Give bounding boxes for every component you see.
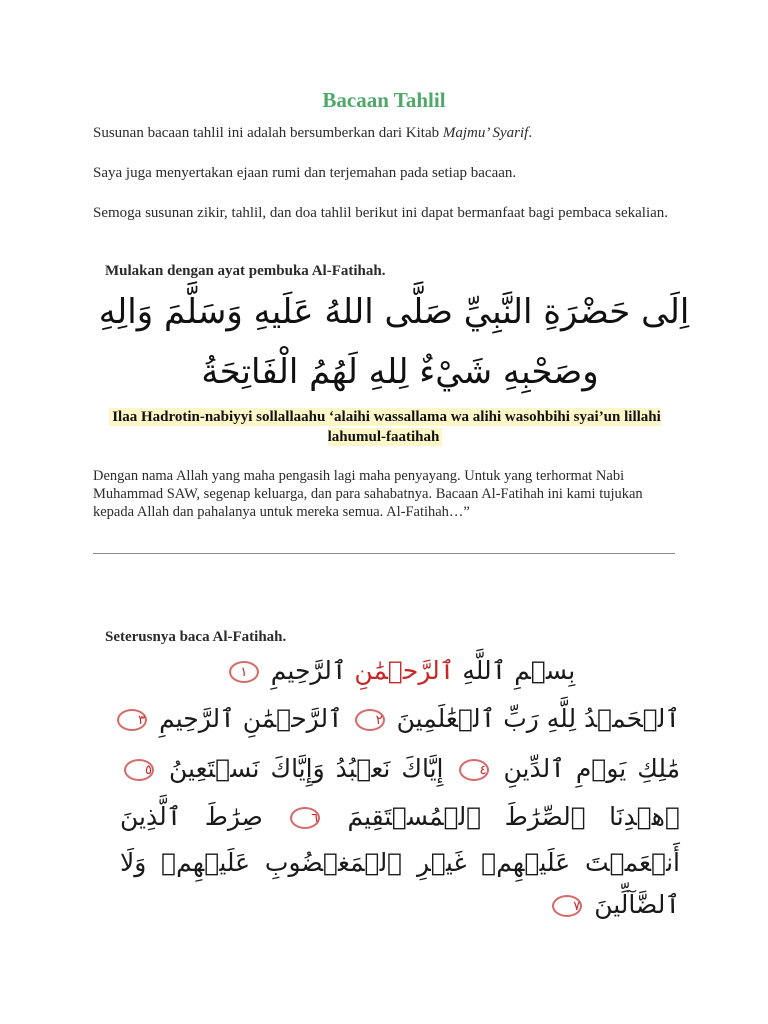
fatihah-row-6 [120,890,680,919]
transliteration-highlight [93,407,677,447]
ayah-marker-6: ٦ [290,807,320,829]
fatihah-dallin: ٱلضَّآلِّينَ [594,890,680,919]
ayah-marker-3: ٣ [117,709,147,731]
fatihah-alhamdulillah: ٱلۡحَمۡدُ لِلَّهِ رَبِّ ٱلۡعَٰلَمِينَ [396,704,680,733]
intro-source-text: Susunan bacaan tahlil ini adalah bersumberkan dari Kitab [93,125,443,141]
fatihah-row-4 [120,802,680,831]
intro-paragraph-spelling: Saya juga menyertakan ejaan rumi dan terjemahan pada setiap bacaan. [93,165,517,181]
section2-heading: Seterusnya baca Al-Fatihah. [105,629,287,645]
fatihah-ihdina: ٱهۡدِنَا ٱلصِّرَٰطَ ٱلۡمُسۡتَقِيمَ [347,802,680,831]
fatihah-iyyaka: إِيَّاكَ نَعۡبُدُ وَإِيَّاكَ نَسۡتَعِينُ [169,754,444,783]
fatihah-row-5 [120,848,680,877]
ayah-marker-1: ١ [229,661,259,683]
intro-source-title: Majmu’ Syarif [442,125,529,141]
arabic-opening-line2: وصَحْبِهِ شَيْءٌ لِلهِ لَهُمُ الْفَاتِحَةُ [201,352,599,392]
fatihah-ar-rahman-red: ٱلرَّحۡمَٰنِ [354,656,455,685]
fatihah-ar-rahman-ar-rahim: ٱلرَّحۡمَٰنِ ٱلرَّحِيمِ [159,704,343,733]
fatihah-row-1 [120,656,680,685]
intro-paragraph-source [93,124,683,142]
section1-heading: Mulakan dengan ayat pembuka Al-Fatihah. [105,263,386,279]
fatihah-bismillah-start: بِسۡمِ ٱللَّهِ [462,656,576,685]
ayah-marker-4: ٤ [459,759,489,781]
fatihah-row-2 [120,704,680,733]
fatihah-row-3 [120,754,680,783]
fatihah-ar-rahim: ٱلرَّحِيمِ [270,656,347,685]
ayah-marker-7: ٧ [552,895,582,917]
page-title: Bacaan Tahlil [322,88,446,112]
fatihah-sirat: صِرَٰطَ ٱلَّذِينَ [120,802,263,831]
arabic-opening-line1: اِلَى حَضْرَةِ النَّبِيِّ صَلَّى اللهُ عَلَيهِ وَسَلَّمَ وَالِهِ [98,292,690,332]
intro-source-end: . [528,125,533,141]
intro-paragraph-wish: Semoga susunan zikir, tahlil, dan doa tahlil berikut ini dapat bermanfaat bagi pembaca sekalian. [93,205,669,221]
ayah-marker-2: ٢ [355,709,385,731]
transliteration-text: Ilaa Hadrotin-nabiyyi sollallaahu ‘alaihi wassallama wa alihi wasohbihi syai’un lillahi lahumul-faatihah [109,408,661,446]
fatihah-anamta: أَنۡعَمۡتَ عَلَيۡهِمۡ غَيۡرِ ٱلۡمَغۡضُوبِ عَلَيۡهِمۡ وَلَا [120,848,680,877]
translation-paragraph: Dengan nama Allah yang maha pengasih lagi maha penyayang. Untuk yang terhormat Nabi Muhammad SAW, segenap keluarga, dan para sahabatnya. Bacaan Al-Fatihah ini kami tujukan kepada Allah dan pahalanya untuk mereka semua. Al-Fatihah…” [93,468,643,520]
fatihah-maliki: مَٰلِكِ يَوۡمِ ٱلدِّينِ [503,754,681,783]
section-divider [93,553,675,554]
ayah-marker-5: ٥ [124,759,154,781]
